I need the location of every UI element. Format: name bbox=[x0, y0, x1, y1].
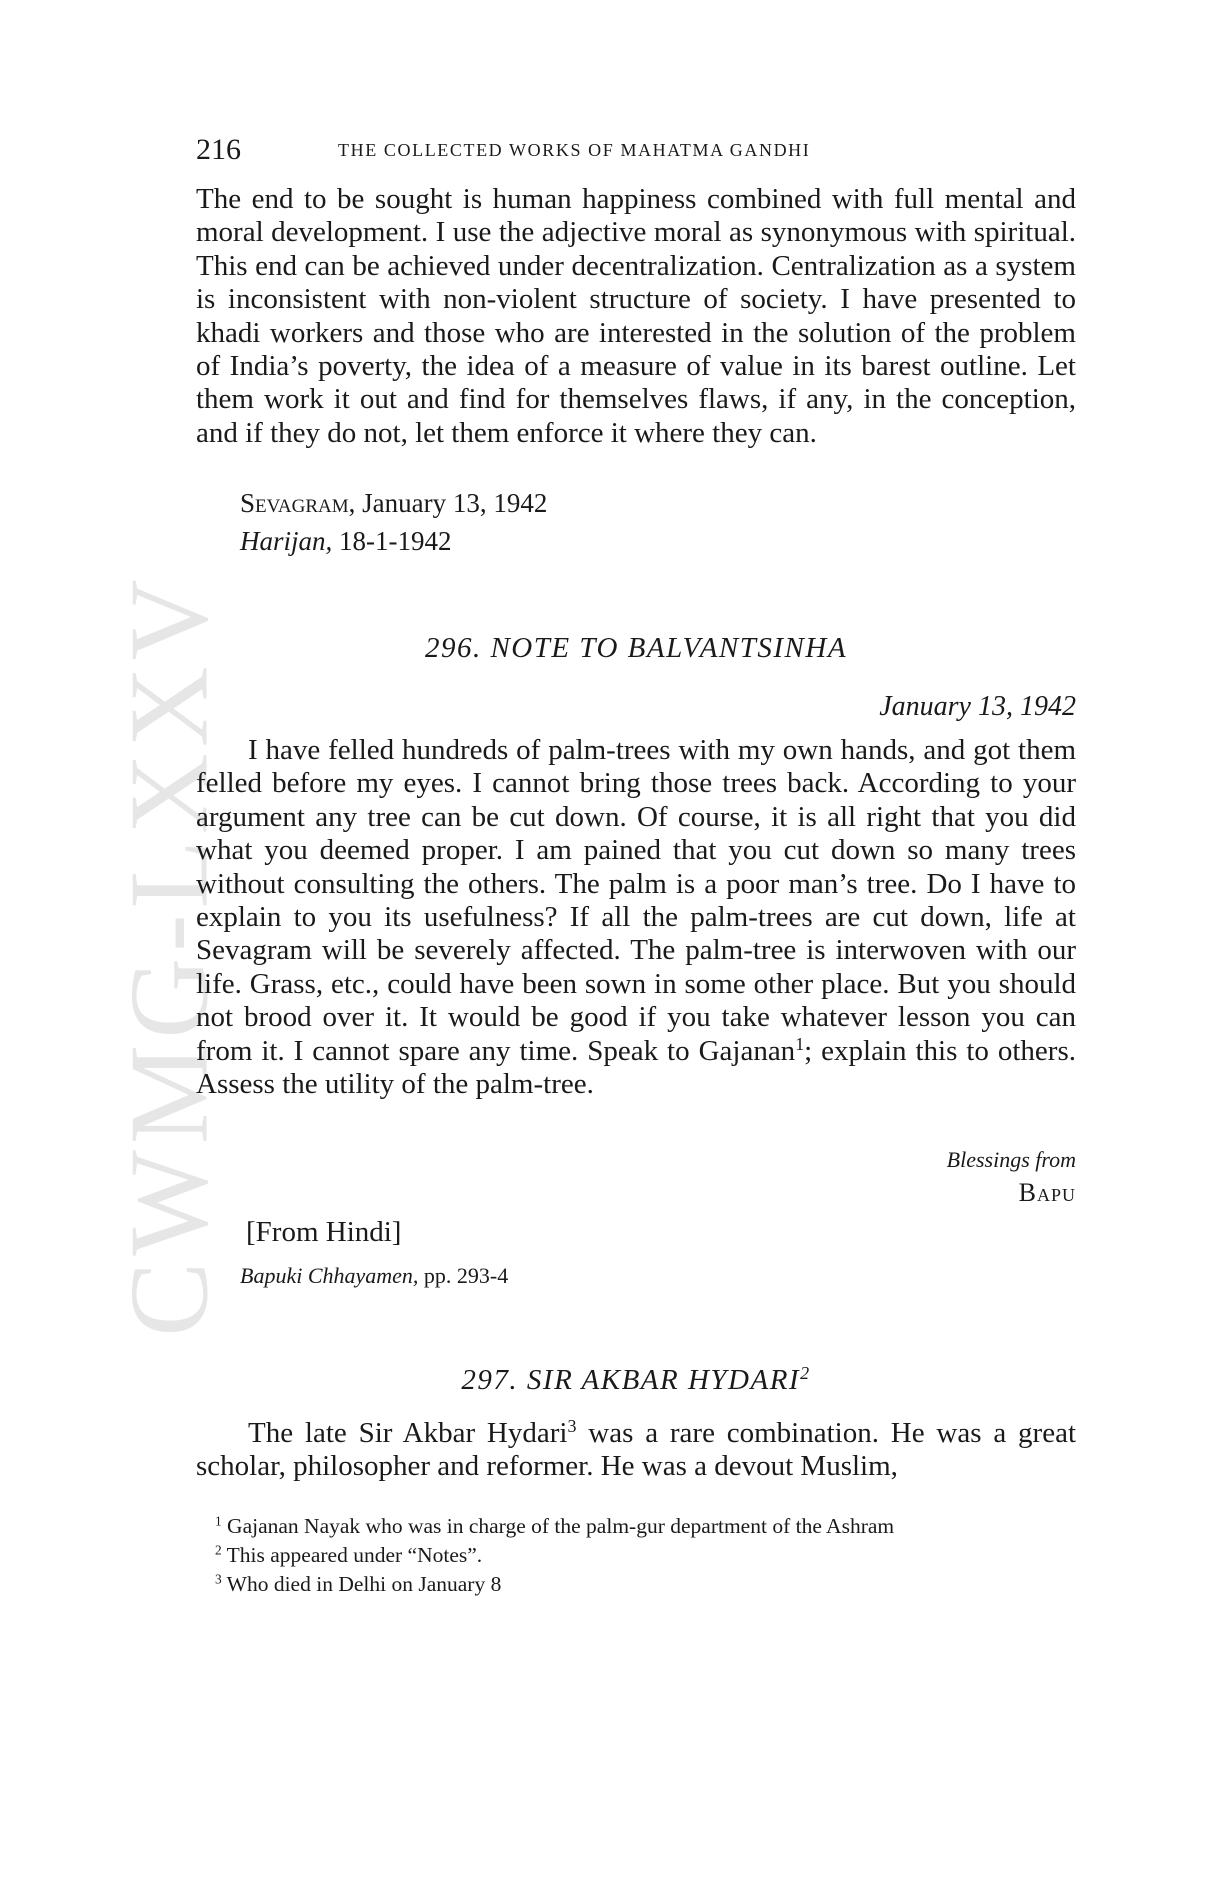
footnote-text: This appeared under “Notes”. bbox=[221, 1543, 483, 1567]
section-heading bbox=[196, 632, 1076, 665]
section-title: NOTE TO BALVANTSINHA bbox=[490, 632, 848, 664]
paragraph: The end to be sought is human happiness combined with full mental and moral development. I use the adjective moral as synonymous with spiritual. This end can be achieved under decentralization. Centralization as a system is inconsistent with non-violent structure of society. I have presented to khadi workers and those who are interested in the solution of the problem of India’s poverty, the idea of a measure of value in its barest outline. Let them work it out and find for themselves flaws, if any, in the conception, and if they do not, let them enforce it where they can. bbox=[196, 183, 1076, 449]
source-pages: pp. 293-4 bbox=[418, 1263, 509, 1288]
letter-date: January 13, 1942 bbox=[879, 691, 1076, 722]
section-number: 296. bbox=[424, 632, 482, 664]
section-297-body bbox=[196, 1417, 1076, 1484]
footnote bbox=[193, 1541, 1083, 1570]
paragraph bbox=[196, 1417, 1076, 1484]
source-citation bbox=[240, 1263, 508, 1289]
source-citation bbox=[240, 526, 452, 557]
source-title: Harijan, bbox=[240, 526, 333, 556]
paragraph-text: I have felled hundreds of palm-trees with my own hands, and got them felled before my eyes. I cannot bring those trees back. According to your argument any tree can be cut down. Of course, it is all right that you did what you deemed proper. I am pained that you cut down so many trees without consulting the others. The palm is a poor man’s tree. Do I have to explain to you its usefulness? If all the palm-trees are cut down, life at Sevagram will be severely affected. The palm-tree is interwoven with our life. Grass, etc., could have been sown in some other place. But you should not brood over it. It would be good if you take whatever lesson you can from it. I cannot spare any time. Speak to Gajanan bbox=[196, 734, 1076, 1067]
signoff: Blessings from bbox=[946, 1147, 1076, 1172]
footnote-text: Who died in Delhi on January 8 bbox=[221, 1572, 502, 1596]
footnote-mark: 2 bbox=[215, 1542, 222, 1558]
page-number: 216 bbox=[196, 133, 241, 166]
paragraph-text: The late Sir Akbar Hydari bbox=[248, 1417, 568, 1449]
section-title: SIR AKBAR HYDARI bbox=[526, 1364, 801, 1396]
book-title: THE COLLECTED WORKS OF MAHATMA GANDHI bbox=[338, 140, 811, 160]
source-title: Bapuki Chhayamen, bbox=[240, 1263, 419, 1288]
dateline-date: January 13, 1942 bbox=[355, 488, 548, 518]
footnote-ref[interactable]: 2 bbox=[800, 1363, 811, 1384]
section-295-continuation bbox=[196, 183, 1076, 450]
section-heading bbox=[196, 1364, 1076, 1397]
footnote-ref[interactable]: 1 bbox=[795, 1033, 805, 1054]
watermark-text: CWMG-LXXV bbox=[108, 573, 232, 1337]
footnote bbox=[193, 1512, 1083, 1541]
running-head bbox=[196, 133, 1076, 173]
paragraph-text: was a rare combination. He was a great scholar, philosopher and reformer. He was a devout Muslim, bbox=[196, 1417, 1076, 1483]
dateline bbox=[240, 488, 547, 519]
footnote-mark: 1 bbox=[215, 1513, 222, 1529]
source-date: 18-1-1942 bbox=[332, 526, 452, 556]
footnote-text: Gajanan Nayak who was in charge of the palm-gur department of the Ashram bbox=[221, 1514, 895, 1538]
footnotes bbox=[193, 1512, 1083, 1599]
signature: Bapu bbox=[1018, 1178, 1076, 1207]
translation-note: [From Hindi] bbox=[246, 1216, 402, 1248]
section-number: 297. bbox=[461, 1364, 519, 1396]
footnote bbox=[193, 1570, 1083, 1599]
dateline-place: Sevagram, bbox=[240, 488, 356, 518]
paragraph-text: ; explain this to others. Assess the utility of the palm-tree. bbox=[196, 1034, 1076, 1101]
section-296-body bbox=[196, 734, 1076, 1101]
footnote-mark: 3 bbox=[215, 1571, 222, 1587]
footnote-ref[interactable]: 3 bbox=[567, 1416, 577, 1437]
paragraph bbox=[196, 734, 1076, 1101]
